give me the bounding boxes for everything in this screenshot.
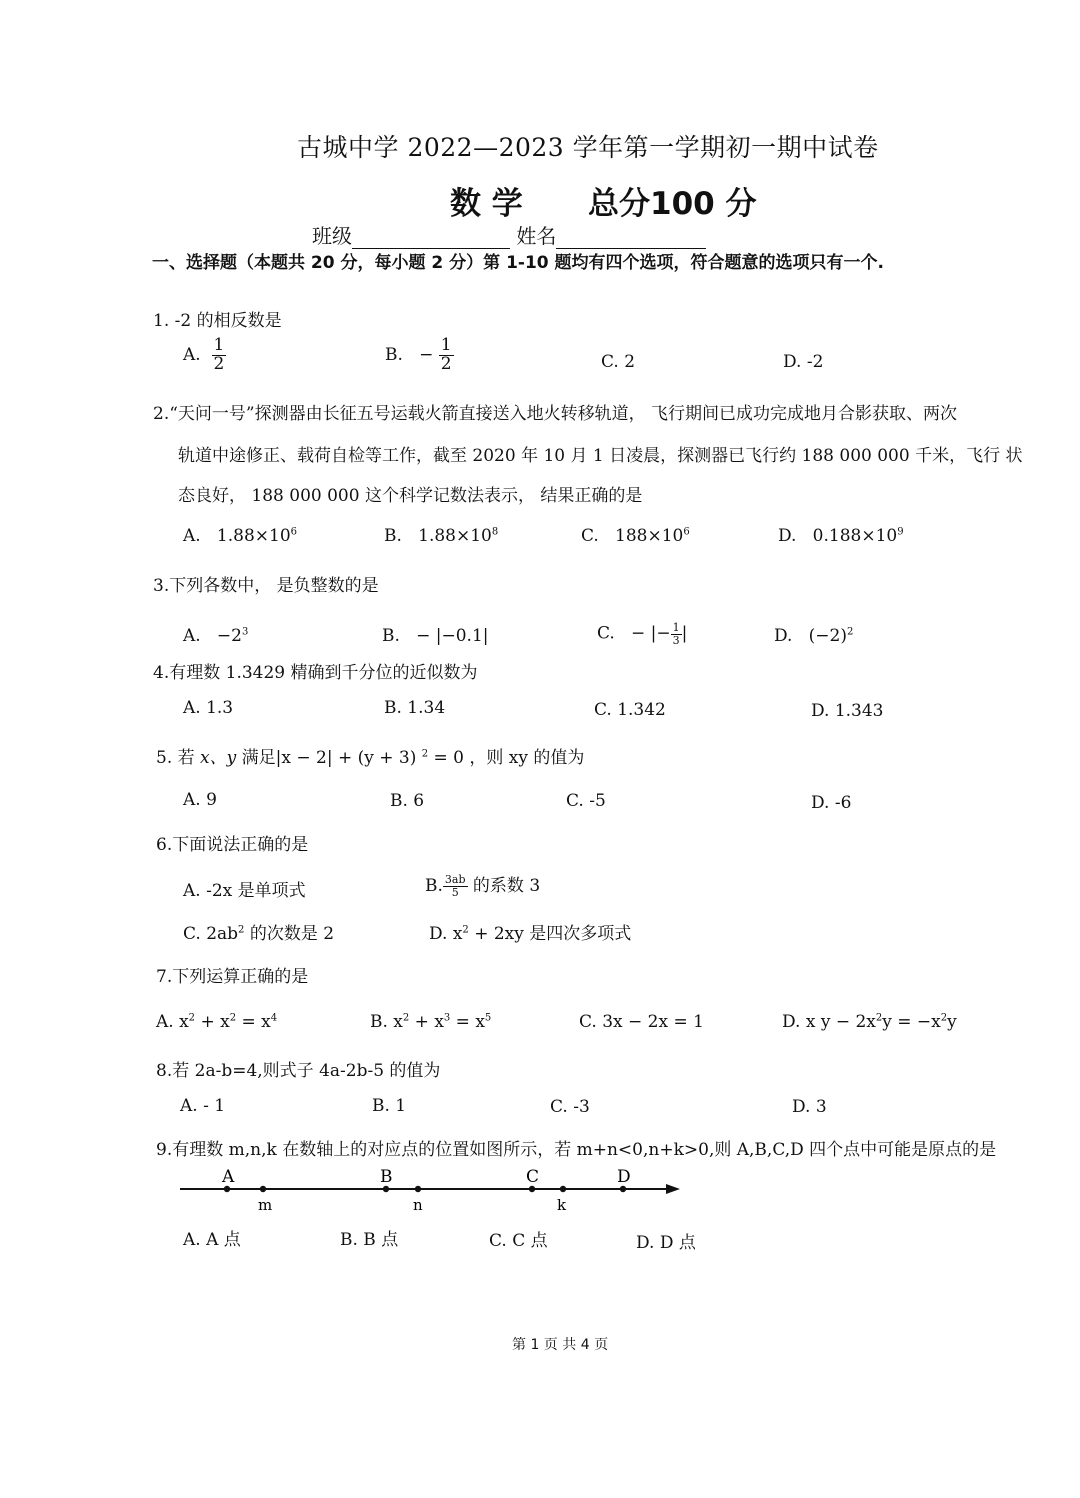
option-text: D. x: [429, 924, 463, 944]
exponent: 2: [238, 924, 245, 936]
label-k: k: [557, 1196, 567, 1214]
option-text: 的系数 3: [467, 876, 541, 896]
q5-stem: [156, 743, 584, 768]
q2-stem-line3: 态良好， 188 000 000 这个科学记数法表示， 结果正确的是: [178, 486, 643, 506]
q2-option-c: [581, 526, 690, 546]
label-d: D: [617, 1167, 631, 1187]
label-n: n: [413, 1196, 423, 1214]
base: 1.88×10: [216, 526, 291, 546]
q3-option-b: [382, 626, 489, 646]
option-label: A.: [183, 626, 201, 646]
q4-option-c: C. 1.342: [594, 700, 666, 720]
q3-option-c: [597, 622, 687, 646]
base: 188×10: [615, 526, 684, 546]
exponent: 3: [241, 626, 249, 638]
numerator: 1: [672, 621, 680, 634]
q1-option-c: C. 2: [601, 352, 636, 372]
q5-option-b: B. 6: [390, 791, 425, 811]
exponent: 2: [229, 1012, 237, 1024]
q1-option-a: [183, 337, 226, 374]
q7-option-a: [156, 1012, 277, 1032]
exponent: 2: [402, 1012, 410, 1024]
exponent: 2: [462, 924, 469, 936]
subject-label: 数 学: [450, 186, 523, 222]
stem-suffix: = 0 ，则 xy 的值为: [428, 748, 585, 768]
q8-option-b: B. 1: [372, 1096, 407, 1116]
option-text: + 2xy 是四次多项式: [468, 924, 632, 944]
q6-option-c: [183, 919, 334, 944]
exponent: 6: [683, 526, 690, 538]
option-text: B. x: [370, 1012, 403, 1032]
section-heading: 一、选择题（本题共 20 分，每小题 2 分）第 1-10 题均有四个选项，符合题意的选项只有一个.: [152, 253, 884, 273]
class-name-line: [312, 220, 706, 249]
base: 1.88×10: [418, 526, 492, 546]
class-label: 班级: [312, 224, 352, 248]
name-blank: [556, 228, 706, 249]
option-label: B.: [425, 876, 443, 896]
q2-option-b: [384, 526, 498, 546]
option-text: = x: [450, 1012, 485, 1032]
q1-option-b: [385, 337, 454, 374]
exponent: 5: [484, 1012, 492, 1024]
exponent: 6: [290, 526, 298, 538]
page-number: 第 1 页 共 4 页: [512, 1337, 609, 1353]
q9-option-c: C. C 点: [489, 1231, 548, 1251]
denominator: 2: [440, 353, 452, 374]
label-c: C: [526, 1167, 540, 1187]
q2-stem-line1: 2.“天问一号”探测器由长征五号运载火箭直接送入地火转移轨道， 飞行期间已成功完成地月合影获取、两次: [153, 404, 958, 424]
class-blank: [352, 228, 510, 249]
q7-option-b: [370, 1012, 491, 1032]
base: 0.188×10: [812, 526, 898, 546]
q6-stem: 6.下面说法正确的是: [156, 835, 309, 855]
option-text: C. 2ab: [183, 924, 239, 944]
q2-option-a: [183, 526, 297, 546]
q6-option-a: A. -2x 是单项式: [183, 881, 306, 901]
q1-option-d: D. -2: [783, 352, 824, 372]
q7-option-d: [782, 1012, 957, 1032]
q5-option-d: D. -6: [811, 793, 852, 813]
label-b: B: [380, 1167, 393, 1187]
option-label: B.: [382, 626, 400, 646]
q8-option-a: A. - 1: [180, 1096, 226, 1116]
number-line-diagram: [170, 1160, 690, 1220]
option-label: B.: [385, 344, 403, 365]
option-label: D.: [778, 526, 797, 546]
q2-option-d: [778, 526, 904, 546]
option-label: C.: [597, 623, 615, 644]
arrow-head: [666, 1184, 680, 1194]
q3-option-a: [183, 626, 248, 646]
exponent: 2: [875, 1012, 883, 1024]
label-m: m: [258, 1196, 273, 1214]
q8-option-d: D. 3: [792, 1097, 827, 1117]
exponent: 9: [897, 526, 904, 538]
label-a: A: [222, 1167, 235, 1187]
stem-variables: x、y: [200, 748, 237, 768]
q4-option-d: D. 1.343: [811, 701, 884, 721]
expression-prefix: − |−: [631, 623, 671, 644]
expression: − |−0.1|: [416, 626, 489, 646]
q2-stem-line2: 轨道中途修正、载荷自检等工作，截至 2020 年 10 月 1 日凌晨，探测器已飞行约 188 000 000 千米，飞行 状: [178, 446, 1023, 466]
q7-option-c: C. 3x − 2x = 1: [579, 1012, 704, 1032]
exponent: 2: [188, 1012, 196, 1024]
fraction: [671, 622, 682, 646]
q9-option-b: B. B 点: [340, 1230, 399, 1250]
point-n-dot: [415, 1186, 421, 1192]
option-text: A. x: [156, 1012, 189, 1032]
point-m-dot: [260, 1186, 266, 1192]
q3-stem: 3.下列各数中， 是负整数的是: [153, 576, 379, 596]
exponent: 2: [940, 1012, 948, 1024]
option-text: y = −x: [882, 1012, 941, 1032]
minus-sign: −: [419, 344, 434, 365]
q4-option-b: B. 1.34: [384, 698, 446, 718]
q9-option-a: A. A 点: [183, 1230, 241, 1250]
exam-title: 古城中学 2022—2023 学年第一学期初一期中试卷: [297, 133, 879, 162]
numerator: 3ab: [444, 873, 466, 887]
option-label: D.: [774, 626, 793, 646]
numerator: 1: [440, 335, 452, 355]
option-label: A.: [183, 526, 201, 546]
q5-option-c: C. -5: [566, 791, 606, 811]
fraction: [443, 874, 468, 898]
option-label: C.: [581, 526, 599, 546]
fraction: [212, 337, 227, 374]
exponent: 2: [846, 626, 854, 638]
q9-option-d: D. D 点: [636, 1233, 696, 1253]
expression-suffix: |: [681, 623, 688, 644]
name-label: 姓名: [516, 224, 557, 248]
option-label: B.: [384, 526, 402, 546]
base: (−2): [808, 626, 847, 646]
option-text: 的次数是 2: [244, 924, 335, 944]
numerator: 1: [213, 335, 225, 355]
option-text: + x: [409, 1012, 444, 1032]
q7-stem: 7.下列运算正确的是: [156, 967, 309, 987]
exponent: 2: [421, 748, 429, 760]
fraction: [439, 337, 454, 374]
q1-stem: 1. -2 的相反数是: [153, 311, 282, 331]
exponent: 8: [491, 526, 499, 538]
denominator: 5: [451, 886, 459, 899]
exponent: 3: [443, 1012, 451, 1024]
option-text: = x: [236, 1012, 271, 1032]
option-text: + x: [195, 1012, 230, 1032]
total-score: 总分100 分: [588, 186, 757, 222]
option-label: A.: [183, 344, 201, 365]
base: −2: [216, 626, 242, 646]
denominator: 3: [672, 633, 680, 647]
q8-stem: 8.若 2a-b=4,则式子 4a-2b-5 的值为: [156, 1061, 441, 1081]
q4-stem: 4.有理数 1.3429 精确到千分位的近似数为: [153, 663, 478, 683]
q9-stem: 9.有理数 m,n,k 在数轴上的对应点的位置如图所示，若 m+n<0,n+k>0,则 A,B,C,D 四个点中可能是原点的是: [156, 1140, 997, 1160]
q6-option-b: [425, 871, 540, 899]
stem-condition: 满足|x − 2| + (y + 3): [236, 748, 422, 768]
stem-prefix: 5. 若: [156, 748, 201, 768]
denominator: 2: [213, 353, 225, 374]
option-text: D. x y − 2x: [782, 1012, 876, 1032]
exponent: 4: [270, 1012, 278, 1024]
option-text: y: [947, 1012, 957, 1032]
q4-option-a: A. 1.3: [183, 698, 234, 718]
point-k-dot: [560, 1186, 566, 1192]
q3-option-d: [774, 626, 853, 646]
q8-option-c: C. -3: [550, 1097, 590, 1117]
q5-option-a: A. 9: [183, 790, 217, 810]
q6-option-d: [429, 919, 631, 944]
